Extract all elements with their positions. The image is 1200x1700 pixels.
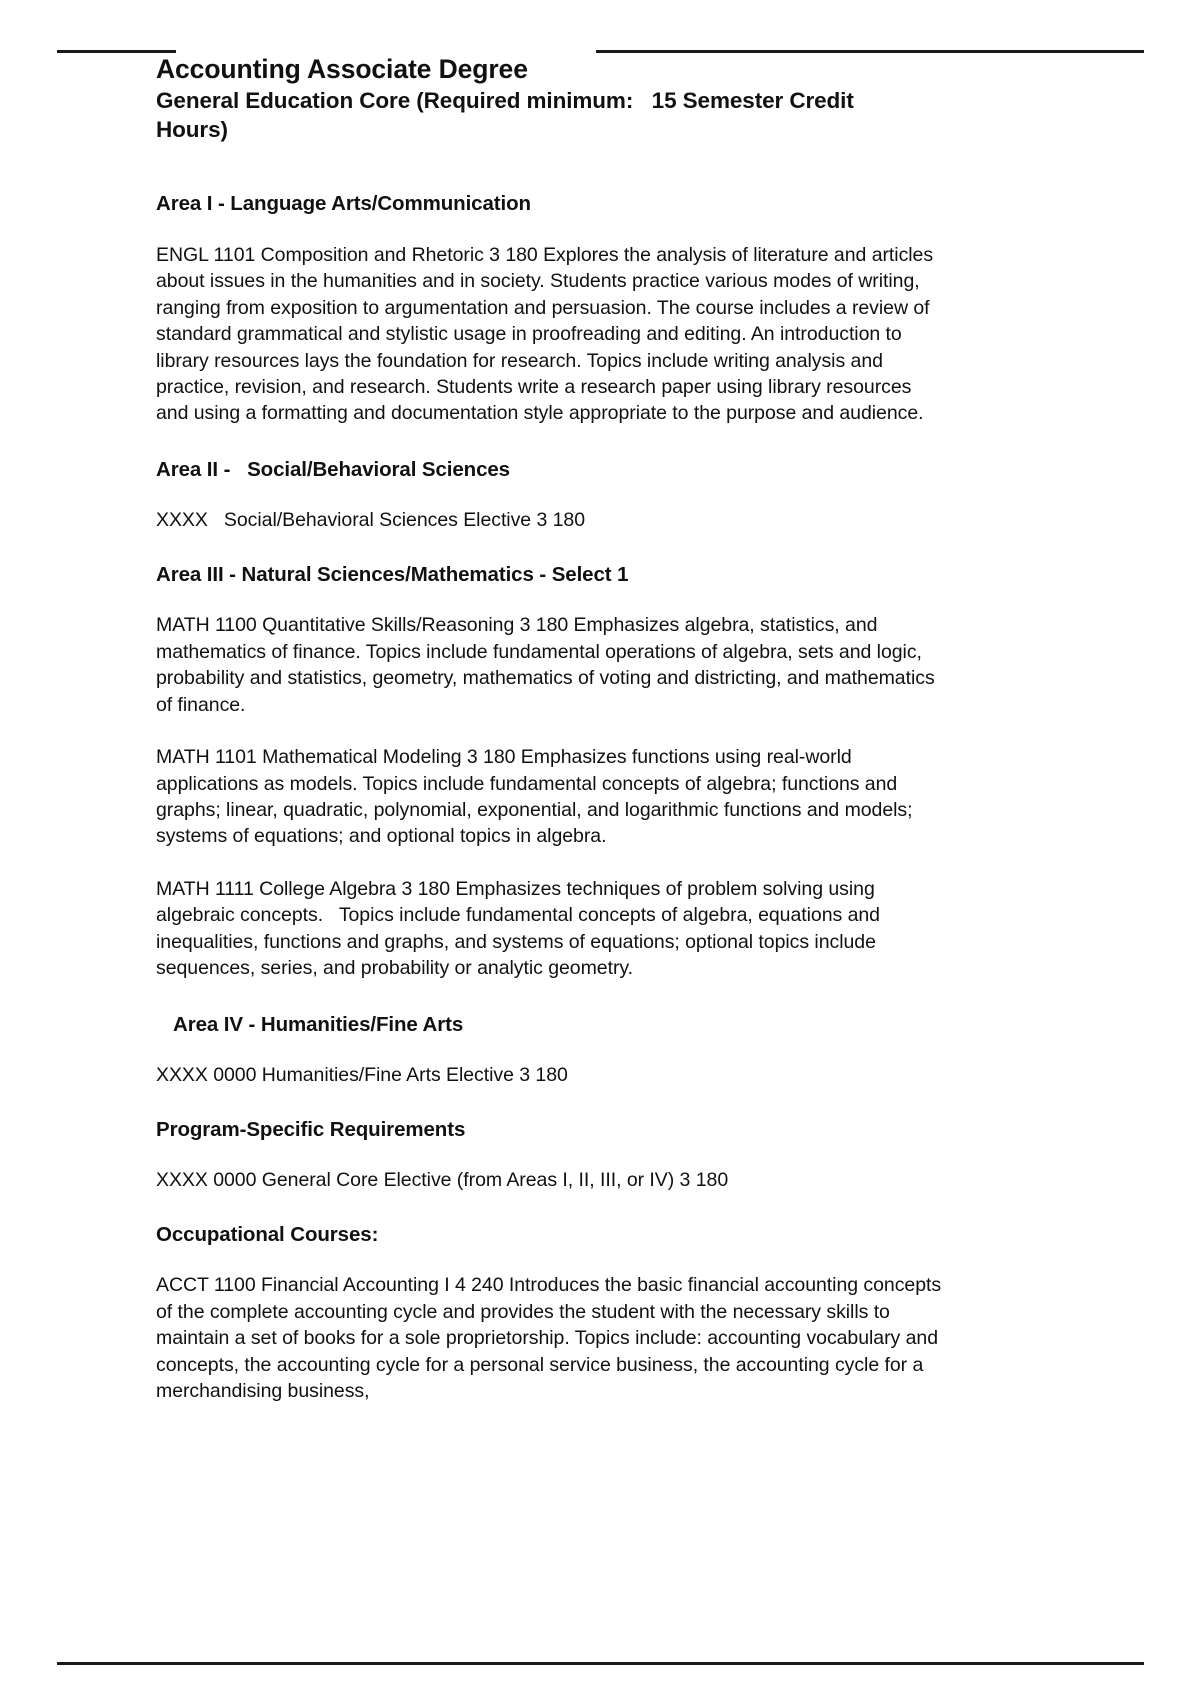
section-paragraph-math-1111: MATH 1111 College Algebra 3 180 Emphasizes techniques of problem solving using algebraic concepts. Topics include fundamental concepts of algebra, equations and inequalities, functions and graphs, and systems of equations; optional topics include sequences, series, and probability or analytic geometry. — [156, 877, 886, 980]
section-paragraph-general-core-elective: XXXX 0000 General Core Elective (from Areas I, II, III, or IV) 3 180 — [156, 1169, 729, 1192]
footer-rule — [57, 1662, 1144, 1665]
section-paragraph-engl-1101: ENGL 1101 Composition and Rhetoric 3 180 Explores the analysis of literature and articles about issues in the humanities and in society. Students practice various modes of writing, ranging from exposition to argumentation and persuasion. The course includes a review of standard grammatical and stylistic usage in proofreading and editing. An introduction to library resources lays the foundation for research. Topics include writing analysis and practice, revision, and research. Students write a research paper using library resources and using a formatting and documentation style appropriate to the purpose and audience. — [156, 243, 939, 425]
section-heading-area-2: Area II - Social/Behavioral Sciences — [156, 457, 510, 481]
section-paragraph-social-behavioral-elective: XXXX Social/Behavioral Sciences Elective 3 180 — [156, 509, 585, 532]
header-rule-left — [57, 50, 176, 53]
section-paragraph-humanities-elective: XXXX 0000 Humanities/Fine Arts Elective 3 180 — [156, 1064, 568, 1087]
page-title: Accounting Associate Degree — [156, 54, 528, 84]
page-subtitle: General Education Core (Required minimum: 15 Semester Credit Hours) — [156, 87, 860, 142]
section-heading-area-3: Area III - Natural Sciences/Mathematics - Select 1 — [156, 562, 629, 586]
header-rule-right — [596, 50, 1144, 53]
document-body — [156, 54, 948, 1404]
section-heading-area-1: Area I - Language Arts/Communication — [156, 192, 531, 216]
section-heading-occupational-courses: Occupational Courses: — [156, 1222, 379, 1246]
section-paragraph-math-1100: MATH 1100 Quantitative Skills/Reasoning 3 180 Emphasizes algebra, statistics, and mathematics of finance. Topics include fundamental operations of algebra, sets and logic, probability and statistics, geometry, mathematics of voting and districting, and mathematics of finance. — [156, 614, 941, 716]
section-heading-program-specific: Program-Specific Requirements — [156, 1117, 466, 1141]
section-paragraph-math-1101: MATH 1101 Mathematical Modeling 3 180 Emphasizes functions using real-world applications as models. Topics include fundamental concepts of algebra; functions and graphs; linear, quadratic, polynomial, exponential, and logarithmic functions and models; systems of equations; and optional topics in algebra. — [156, 746, 918, 848]
section-paragraph-acct-1100: ACCT 1100 Financial Accounting I 4 240 Introduces the basic financial accounting concepts of the complete accounting cycle and provides the student with the necessary skills to maintain a set of books for a sole proprietorship. Topics include: accounting vocabulary and concepts, the accounting cycle for a personal service business, the accounting cycle for a merchandising business, — [156, 1274, 947, 1402]
section-heading-area-4: Area IV - Humanities/Fine Arts — [173, 1012, 464, 1036]
